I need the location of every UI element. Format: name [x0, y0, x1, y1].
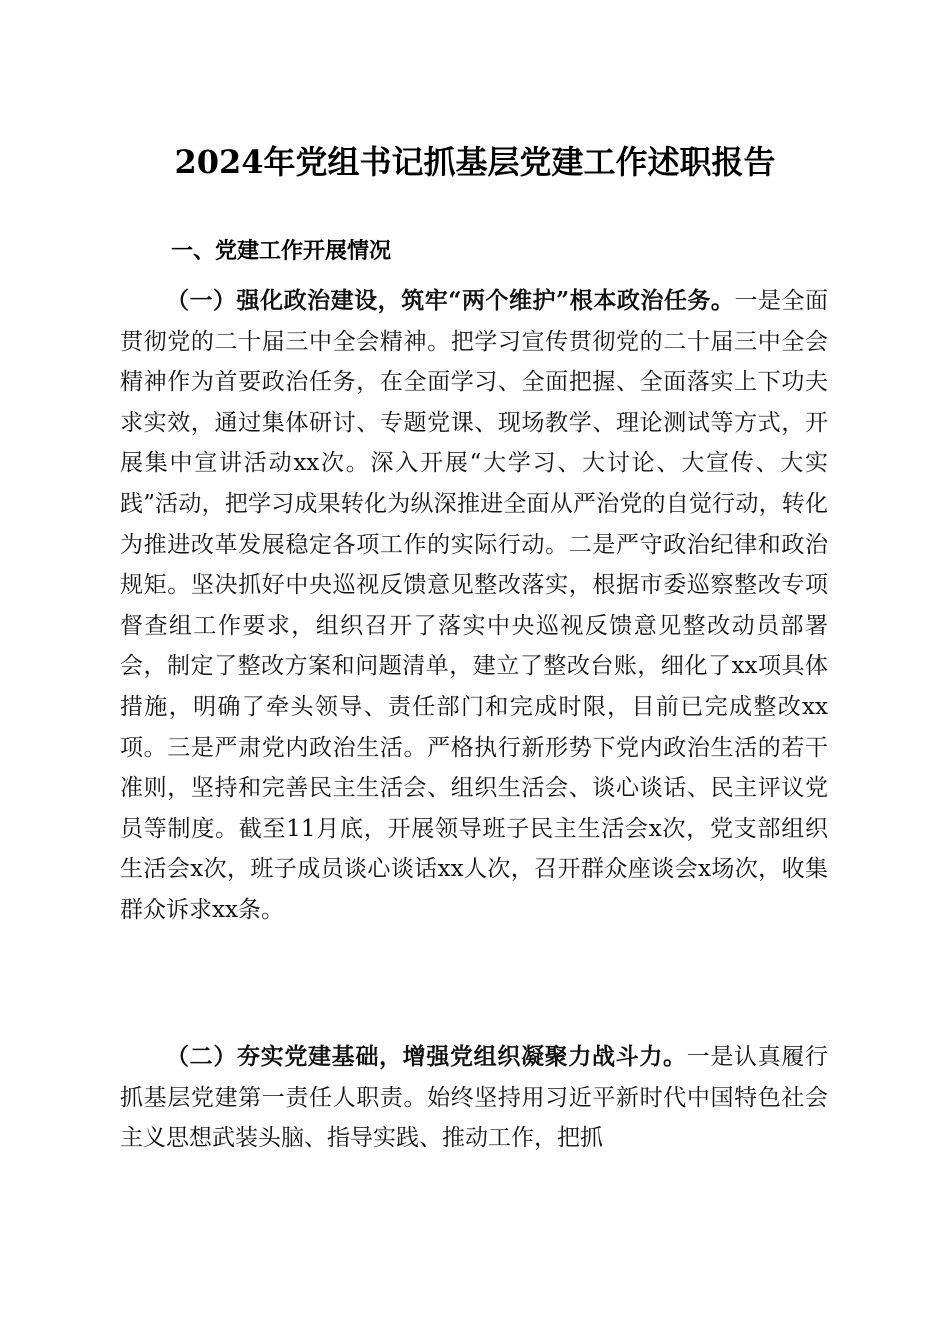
paragraph-1-lead: （一）强化政治建设，筑牢“两个维护”根本政治任务。: [166, 287, 735, 314]
paragraph-2-body: 一是认真履行抓基层党建第一责任人职责。始终坚持用习近平新时代中国特色社会主义思想武装头脑、指导实践、推动工作，把抓: [120, 1044, 829, 1152]
paragraph-2-lead: （二）夯实党建基础，增强党组织凝聚力战斗力。: [166, 1043, 687, 1070]
paragraph-2: [120, 1037, 828, 1159]
paragraph-1: [120, 281, 828, 931]
document-title: 2024年党组书记抓基层党建工作述职报告: [174, 143, 776, 181]
paragraph-1-body: 一是全面贯彻党的二十届三中全会精神。把学习宣传贯彻党的二十届三中全会精神作为首要政治任务，在全面学习、全面把握、全面落实上下功夫求实效，通过集体研讨、专题党课、现场教学、理论测试等方式，开展集中宣讲活动xx次。深入开展“大学习、大讨论、大宣传、大实践”活动，把学习成果转化为纵深推进全面从严治党的自觉行动，转化为推进改革发展稳定各项工作的实际行动。二是严守政治纪律和政治规矩。坚决抓好中央巡视反馈意见整改落实，根据市委巡察整改专项督查组工作要求，组织召开了落实中央巡视反馈意见整改动员部署会，制定了整改方案和问题清单，建立了整改台账，细化了xx项具体措施，明确了牵头领导、责任部门和完成时限，目前已完成整改xx项。三是严肃党内政治生活。严格执行新形势下党内政治生活的若干准则，坚持和完善民主生活会、组织生活会、谈心谈话、民主评议党员等制度。截至11月底，开展领导班子民主生活会x次，党支部组织生活会x次，班子成员谈心谈话xx人次，召开群众座谈会x场次，收集群众诉求xx条。: [120, 288, 828, 923]
paragraph-2-text: [120, 1037, 828, 1159]
section-heading: 一、党建工作开展情况: [171, 239, 392, 264]
paragraph-1-text: [120, 281, 828, 931]
